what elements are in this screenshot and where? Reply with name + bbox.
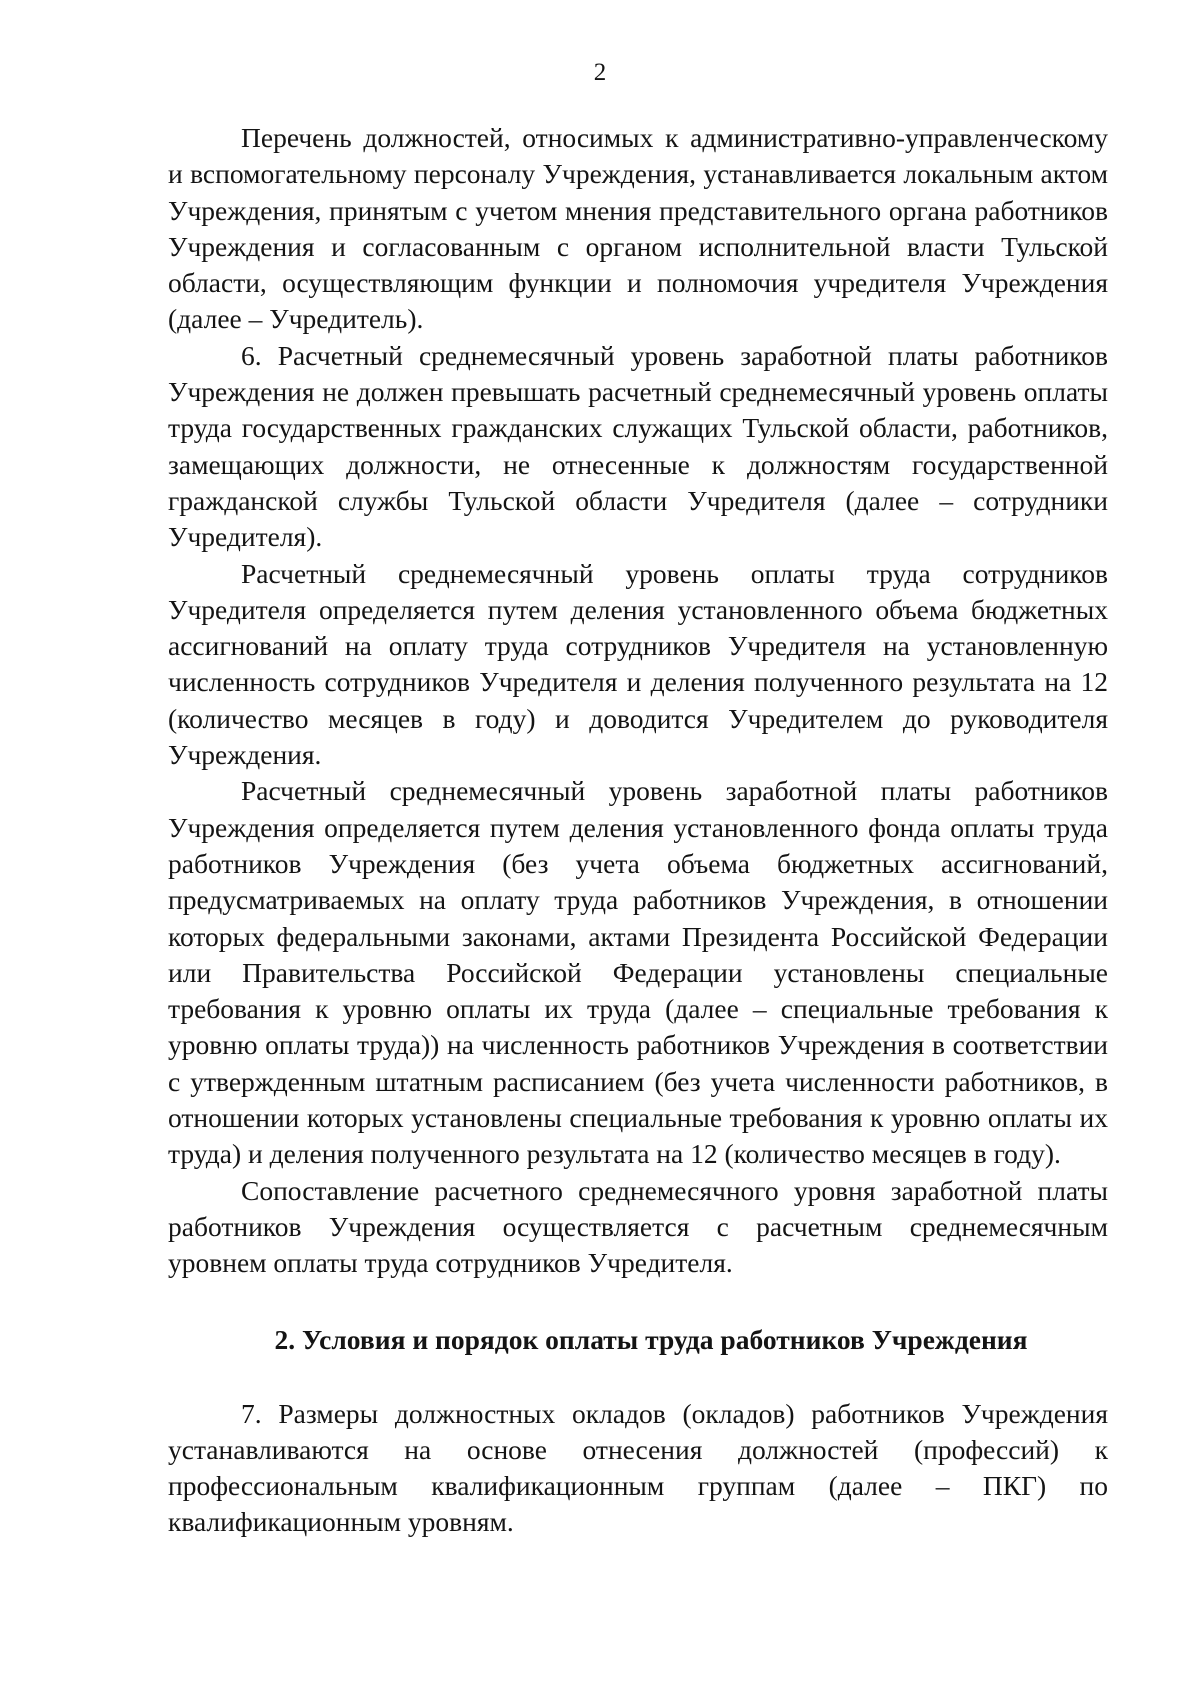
paragraph-founder-salary-level: Расчетный среднемесячный уровень оплаты труда сотрудников Учредителя определяется путем деления установленного объема бюджетных ассигнований на оплату труда сотрудников Учредителя на установленную численность сотрудников Учредителя и деления полученного результата на 12 (количество месяцев в году) и доводится Учредителем до руководителя Учреждения. (168, 557, 1108, 771)
paragraph-item-6: 6. Расчетный среднемесячный уровень заработной платы работников Учреждения не должен превышать расчетный среднемесячный уровень оплаты труда государственных гражданских служащих Тульской области, работников, замещающих должности, не отнесенные к должностям государственной гражданской службы Тульской области Учредителя (далее – сотрудники Учредителя). (168, 339, 1108, 553)
paragraph-item-7: 7. Размеры должностных окладов (окладов) работников Учреждения устанавливаются на основе отнесения должностей (профессий) к профессиональным квалификационным группам (далее – ПКГ) по квалификационным уровням. (168, 1397, 1108, 1538)
page-number: 2 (593, 59, 607, 86)
section-title: 2. Условия и порядок оплаты труда работников Учреждения (274, 1323, 1028, 1355)
paragraph-institution-salary-level: Расчетный среднемесячный уровень заработной платы работников Учреждения определяется путем деления установленного фонда оплаты труда работников Учреждения (без учета объема бюджетных ассигнований, предусматриваемых на оплату труда работников Учреждения, в отношении которых федеральными законами, актами Президента Российской Федерации или Правительства Российской Федерации установлены специальные требования к уровню оплаты их труда (далее – специальные требования к уровню оплаты труда)) на численность работников Учреждения в соответствии с утвержденным штатным расписанием (без учета численности работников, в отношении которых установлены специальные требования к уровню оплаты их труда) и деления полученного результата на 12 (количество месяцев в году). (168, 775, 1108, 1170)
document-body (168, 120, 1108, 1541)
paragraph-positions-list: Перечень должностей, относимых к административно-управленческому и вспомогательному персоналу Учреждения, устанавливается локальным актом Учреждения, принятым с учетом мнения представительного органа работников Учреждения и согласованным с органом исполнительной власти Тульской области, осуществляющим функции и полномочия учредителя Учреждения (далее – Учредитель). (168, 122, 1108, 335)
paragraph-comparison: Сопоставление расчетного среднемесячного уровня заработной платы работников Учреждения осуществляется с расчетным среднемесячным уровнем оплаты труда сотрудников Учредителя. (168, 1174, 1108, 1279)
